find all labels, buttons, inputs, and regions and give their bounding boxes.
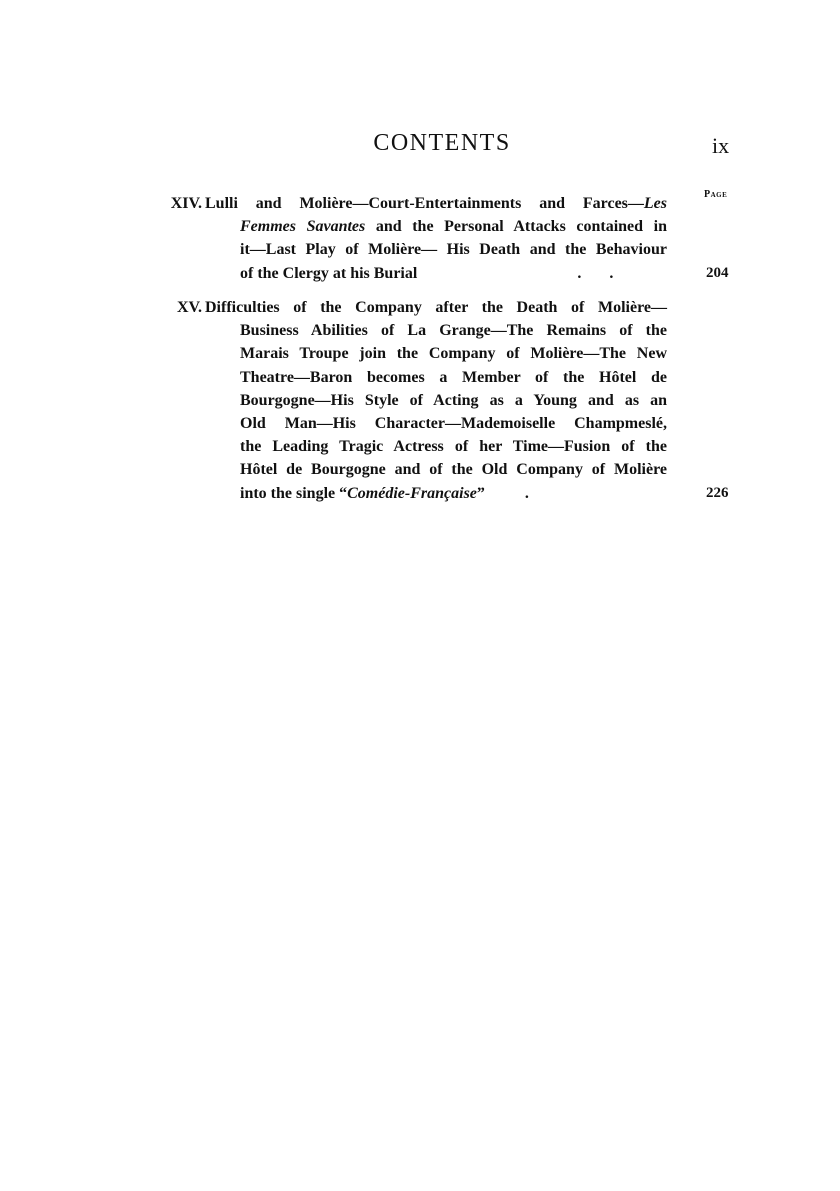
chapter-number: XIV.: [170, 195, 202, 212]
description-line: Old Man—His Character—Mademoiselle Champmeslé,: [240, 415, 667, 433]
description-line: Theatre—Baron becomes a Member of the Hôtel de: [240, 368, 667, 386]
description-line: of the Clergy at his Burial . .: [240, 262, 667, 285]
italic-title: Comédie-Française: [347, 484, 477, 502]
italic-title: Les: [643, 195, 667, 212]
description-line: Difficulties of the Company after the Death of Molière—: [205, 299, 667, 316]
description-line: Bourgogne—His Style of Acting as a Young and as an: [240, 391, 667, 409]
page-title: CONTENTS: [373, 130, 511, 156]
page-folio: ix: [712, 133, 730, 158]
description-line: Femmes Savantes and the Personal Attacks contained in: [240, 218, 667, 236]
page-number: 226: [706, 484, 729, 501]
description-line: the Leading Tragic Actress of her Time—Fusion of the: [240, 438, 667, 456]
description-line: Marais Troupe join the Company of Molière—The New: [240, 345, 667, 363]
chapter-number: XV.: [176, 299, 202, 316]
description-line: Lulli and Molière—Court-Entertainments and Farces—Les: [205, 195, 667, 212]
description-line: Business Abilities of La Grange—The Remains of the: [240, 322, 667, 340]
dot-leaders: . .: [577, 264, 614, 282]
chapter-description: [205, 192, 667, 285]
page-column-label: Page: [704, 189, 728, 200]
description-line: into the single “Comédie-Française” .: [240, 482, 667, 505]
page-number: 204: [706, 264, 729, 281]
dot-leaders: .: [524, 484, 529, 502]
italic-title: Femmes Savantes: [240, 218, 366, 236]
description-line: it—Last Play of Molière— His Death and the Behaviour: [240, 241, 667, 259]
chapter-description: [205, 296, 667, 505]
description-line: Hôtel de Bourgogne and of the Old Company of Molière: [240, 461, 667, 479]
